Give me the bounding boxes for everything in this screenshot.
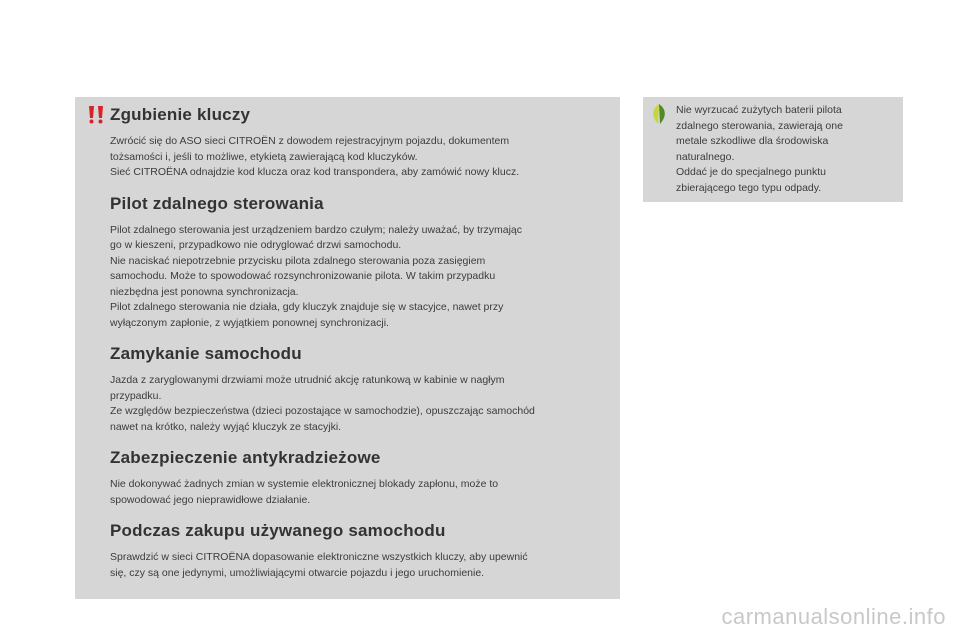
section-locking-vehicle xyxy=(110,343,610,435)
section-title: Podczas zakupu używanego samochodu xyxy=(110,521,446,540)
section-title: Zgubienie kluczy xyxy=(110,105,251,124)
section-remote-control xyxy=(110,193,610,332)
text-line: spowodować jego nieprawidłowe działanie. xyxy=(110,493,311,506)
section-lost-keys xyxy=(110,104,610,181)
section-title: Zamykanie samochodu xyxy=(110,344,302,363)
section-title: Pilot zdalnego sterowania xyxy=(110,193,324,213)
warning-exclamation-icon xyxy=(86,103,108,125)
section-body xyxy=(110,373,610,435)
text-line: nawet na krótko, należy wyjąć kluczyk ze stacyjki. xyxy=(110,420,342,433)
text-line: Jazda z zaryglowanymi drzwiami może utrudnić akcję ratunkową w kabinie w nagłym xyxy=(110,374,505,386)
section-body xyxy=(110,550,610,581)
section-title: Zabezpieczenie antykradzieżowe xyxy=(110,448,381,467)
section-body xyxy=(110,477,610,508)
text-line: tożsamości i, jeśli to możliwe, etykietą zawierającą kod kluczyków. xyxy=(110,150,418,163)
text-line: Pilot zdalnego sterowania jest urządzeniem bardzo czułym; należy uważać, by trzymając xyxy=(110,223,523,236)
watermark: carmanualsonline.info xyxy=(721,604,946,629)
text-line: naturalnego. xyxy=(676,150,735,163)
text-line: metale szkodliwe dla środowiska xyxy=(676,135,829,147)
section-body xyxy=(110,223,610,332)
text-line: Zwrócić się do ASO sieci CITROËN z dowodem rejestracyjnym pojazdu, dokumentem xyxy=(110,135,510,147)
main-content xyxy=(110,104,610,593)
text-line: Nie wyrzucać zużytych baterii pilota xyxy=(676,104,842,116)
text-line: zbierającego tego typu odpady. xyxy=(676,181,822,194)
section-used-vehicle xyxy=(110,520,610,581)
section-body xyxy=(110,134,610,181)
text-line: Pilot zdalnego sterowania nie działa, gdy kluczyk znajduje się w stacyjce, nawet przy xyxy=(110,301,504,313)
text-line: Nie dokonywać żadnych zmian w systemie elektronicznej blokady zapłonu, może to xyxy=(110,478,499,490)
text-line: samochodu. Może to spowodować rozsynchronizowanie pilota. W takim przypadku xyxy=(110,270,496,282)
text-line: zdalnego sterowania, zawierają one xyxy=(676,119,843,132)
text-line: Sieć CITROËNA odnajdzie kod klucza oraz kod transpondera, aby zamówić nowy klucz. xyxy=(110,166,520,178)
text-line: go w kieszeni, przypadkowo nie odryglować drzwi samochodu. xyxy=(110,239,402,251)
text-line: Oddać je do specjalnego punktu xyxy=(676,166,827,178)
text-line: się, czy są one jedynymi, umożliwiającymi otwarcie pojazdu i jego uruchomienie. xyxy=(110,566,485,579)
section-anti-theft xyxy=(110,447,610,508)
text-line: Sprawdzić w sieci CITROËNA dopasowanie elektroniczne wszystkich kluczy, aby upewnić xyxy=(110,551,528,563)
text-line: wyłączonym zapłonie, z wyjątkiem ponownej synchronizacji. xyxy=(110,316,389,329)
text-line: przypadku. xyxy=(110,389,162,402)
leaf-icon xyxy=(649,103,669,125)
text-line: Ze względów bezpieczeństwa (dzieci pozostające w samochodzie), opuszczając samochód xyxy=(110,405,535,417)
text-line: Nie naciskać niepotrzebnie przycisku pilota zdalnego sterowania poza zasięgiem xyxy=(110,254,486,267)
environment-note-text xyxy=(676,103,898,196)
text-line: niezbędna jest ponowna synchronizacja. xyxy=(110,285,299,298)
